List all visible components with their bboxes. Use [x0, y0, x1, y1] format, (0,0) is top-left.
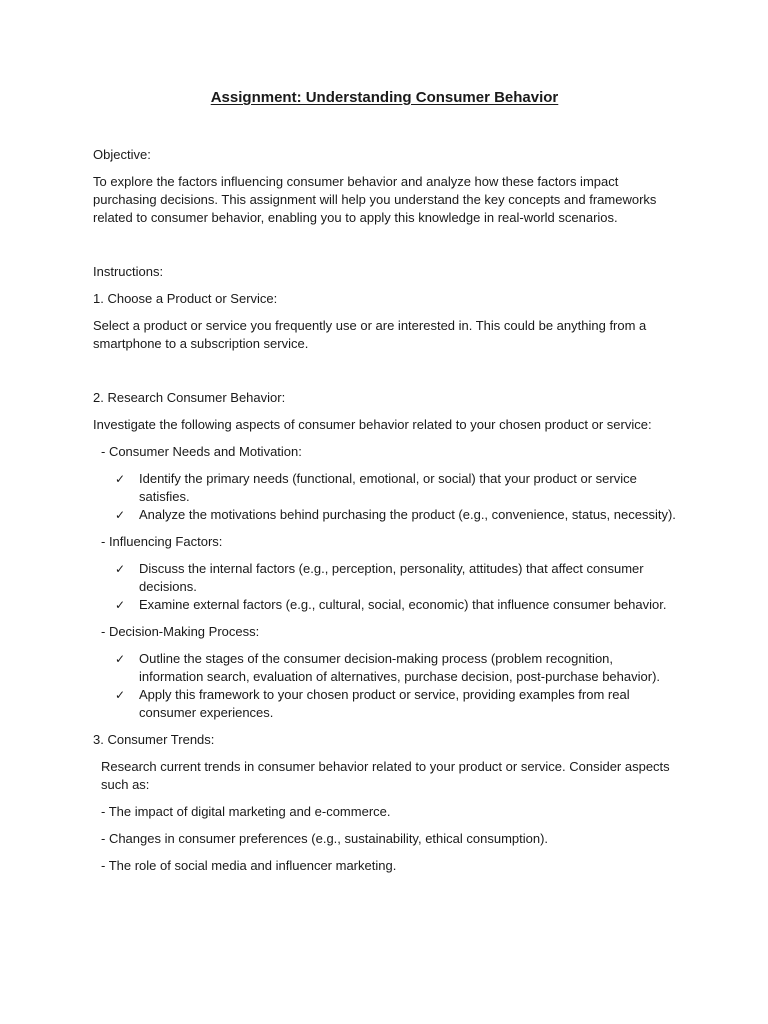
- checklist-item: [93, 596, 676, 614]
- group-label: - Decision-Making Process:: [101, 624, 260, 639]
- group-label: - Influencing Factors:: [101, 534, 223, 549]
- checklist-item-text: Identify the primary needs (functional, emotional, or social) that your product or service satisfies.: [139, 471, 637, 504]
- checkmark-icon: ✓: [115, 562, 126, 576]
- checklist-item: [93, 560, 676, 596]
- objective-text: To explore the factors influencing consumer behavior and analyze how these factors impact purchasing decisions. This assignment will help you understand the key concepts and frameworks related to consumer behavior, enabling you to apply this knowledge in real-world scenarios.: [93, 174, 657, 225]
- checklist-item: [93, 506, 676, 524]
- group-label: - Consumer Needs and Motivation:: [101, 444, 302, 459]
- checkmark-icon: ✓: [115, 688, 126, 702]
- checklist: [93, 470, 676, 524]
- section3-heading: 3. Consumer Trends:: [93, 732, 215, 747]
- checkmark-icon: ✓: [115, 598, 126, 612]
- trend-item: - The impact of digital marketing and e-commerce.: [101, 804, 391, 819]
- document-title: Assignment: Understanding Consumer Behavior: [210, 89, 559, 106]
- objective-section: [93, 146, 676, 227]
- checkmark-icon: ✓: [115, 508, 126, 522]
- checklist-item: [93, 470, 676, 506]
- checklist-item-text: Outline the stages of the consumer decision-making process (problem recognition, information search, evaluation of alternatives, purchase decision, post-purchase behavior).: [139, 651, 661, 684]
- checklist: [93, 560, 676, 614]
- checklist-item-text: Analyze the motivations behind purchasing the product (e.g., convenience, status, necessity).: [139, 507, 676, 522]
- checklist-item-text: Examine external factors (e.g., cultural, social, economic) that influence consumer behavior.: [139, 597, 667, 612]
- checklist-item-text: Discuss the internal factors (e.g., perception, personality, attitudes) that affect consumer decisions.: [139, 561, 644, 594]
- checklist-item-text: Apply this framework to your chosen product or service, providing examples from real consumer experiences.: [139, 687, 630, 720]
- checklist: [93, 650, 676, 722]
- section3-intro: Research current trends in consumer behavior related to your product or service. Consider aspects such as:: [101, 759, 670, 792]
- checklist-item: [93, 650, 676, 686]
- group-needs-motivation: [93, 443, 676, 524]
- instructions-heading: Instructions:: [93, 264, 164, 279]
- trend-item: - Changes in consumer preferences (e.g., sustainability, ethical consumption).: [101, 831, 549, 846]
- section1-heading: 1. Choose a Product or Service:: [93, 291, 278, 306]
- section2-intro: Investigate the following aspects of consumer behavior related to your chosen product or service:: [93, 417, 652, 432]
- group-influencing-factors: [93, 533, 676, 614]
- section1-text: Select a product or service you frequently use or are interested in. This could be anything from a smartphone to a subscription service.: [93, 318, 647, 351]
- section2-heading: 2. Research Consumer Behavior:: [93, 390, 286, 405]
- checkmark-icon: ✓: [115, 472, 126, 486]
- checklist-item: [93, 686, 676, 722]
- group-decision-making: [93, 623, 676, 722]
- instructions-section: [93, 263, 676, 875]
- trend-item: - The role of social media and influencer marketing.: [101, 858, 397, 873]
- objective-heading: Objective:: [93, 147, 151, 162]
- checkmark-icon: ✓: [115, 652, 126, 666]
